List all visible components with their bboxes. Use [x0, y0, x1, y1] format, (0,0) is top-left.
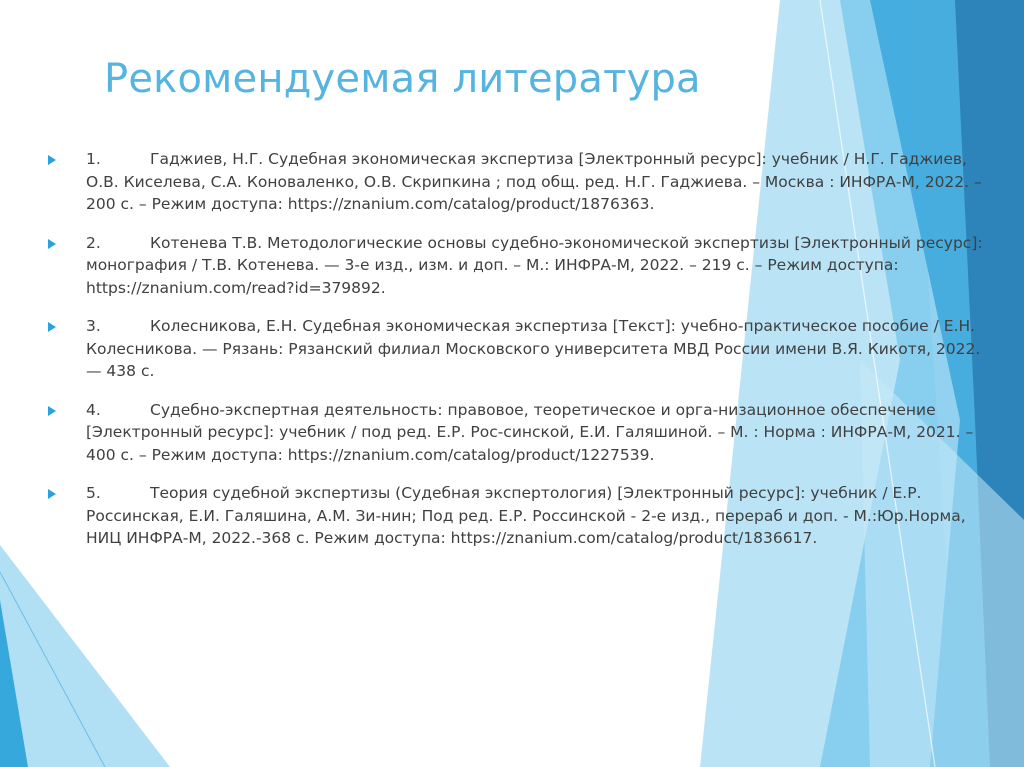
decor-shape-left-light: [0, 545, 170, 767]
item-number: 4.: [86, 400, 101, 419]
item-number: 2.: [86, 233, 101, 252]
item-number: 1.: [86, 150, 101, 168]
item-text: Теория судебной экспертизы (Судебная экспертология) [Электронный ресурс]: учебник / Е.Р. Россинская, Е.И. Галяшина, А.М. Зи-нин; Под ред. Е.Р. Россинской - 2-е изд., перераб и доп. - М.:Юр.Норма, НИЦ ИНФРА-М, 2022.-368 с. Режим доступа: https://znanium.com/catalog/product/1836617.: [86, 484, 966, 547]
item-text: Гаджиев, Н.Г. Судебная экономическая экспертиза [Электронный ресурс]: учебник / Н.Г. Гаджиев, О.В. Киселева, С.А. Коноваленко, О.В. Скрипкина ; под общ. ред. Н.Г. Гаджиева. – Москва : ИНФРА-М, 2022. – 200 с. – Режим доступа: https://znanium.com/catalog/product/1876363.: [86, 150, 982, 213]
slide-title: Рекомендуемая литература: [104, 56, 701, 102]
list-item: [48, 148, 988, 216]
list-item: [48, 315, 988, 383]
item-number: 5.: [86, 484, 101, 502]
item-text: Колесникова, Е.Н. Судебная экономическая экспертиза [Текст]: учебно-практическое пособие / Е.Н. Колесникова. — Рязань: Рязанский филиал Московского университета МВД России имени В.Я. Кикотя, 2022. — 438 с.: [86, 317, 981, 380]
item-text: Котенева Т.В. Методологические основы судебно-экономической экспертизы [Электронный ресурс]: монография / Т.В. Котенева. — 3-е изд., изм. и доп. – М.: ИНФРА-М, 2022. – 219 с. – Режим доступа: https://znanium.com/read?id=379892.: [86, 233, 983, 297]
item-text: Судебно-экспертная деятельность: правовое, теоретическое и орга-низационное обеспечение [Электронный ресурс]: учебник / под ред. Е.Р. Рос-синской, Е.И. Галяшиной. – М. : Норма : ИНФРА-М, 2021. – 400 с. – Режим доступа: https://znanium.com/catalog/product/1227539.: [86, 400, 974, 464]
triangle-right-icon: [48, 322, 56, 332]
literature-list: [48, 148, 988, 566]
list-item: [48, 399, 988, 467]
triangle-right-icon: [48, 155, 56, 165]
triangle-right-icon: [48, 239, 56, 249]
item-number: 3.: [86, 317, 101, 335]
triangle-right-icon: [48, 406, 56, 416]
list-item: [48, 482, 988, 550]
list-item: [48, 232, 988, 300]
triangle-right-icon: [48, 489, 56, 499]
